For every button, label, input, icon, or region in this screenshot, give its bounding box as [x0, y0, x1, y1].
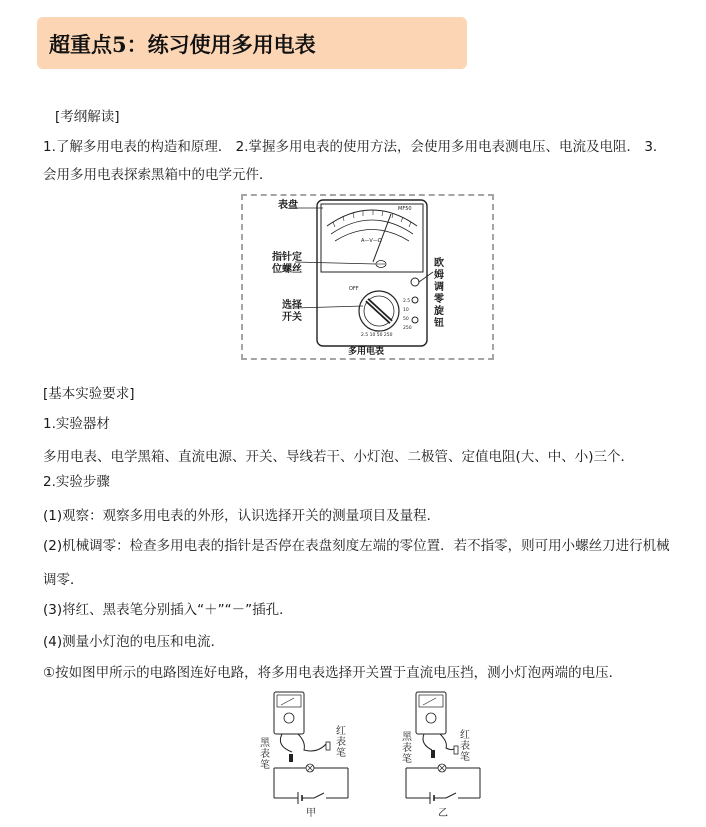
red-probe-label-3: 笔	[460, 752, 470, 763]
label-ohm-3: 调	[434, 282, 444, 293]
page-title: 超重点5：练习使用多用电表	[49, 32, 316, 57]
label-dial: 表盘	[278, 200, 298, 211]
scale-mid-text: A—V—Ω	[361, 238, 382, 244]
item2-title: 2.实验步骤	[43, 474, 110, 490]
label-screw-2: 位螺丝	[272, 264, 302, 275]
svg-text:50: 50	[403, 317, 409, 322]
red-probe-label-1: 红	[336, 726, 346, 737]
black-probe-label-2: 表	[260, 749, 270, 760]
figure-caption: 多用电表	[348, 347, 385, 357]
red-probe-label-2: 表	[336, 737, 346, 748]
circuit-yi	[388, 690, 498, 826]
model-text: MF50	[398, 206, 412, 212]
circuit-caption-jia: 甲	[306, 808, 316, 819]
label-ohm-1: 欧	[434, 258, 444, 269]
black-probe-label-2: 表	[402, 743, 412, 754]
off-text: OFF	[349, 286, 359, 292]
red-probe-label-2: 表	[460, 741, 470, 752]
label-ohm-5: 旋	[434, 306, 444, 317]
black-probe-label-3: 笔	[402, 754, 412, 765]
svg-text:2.5: 2.5	[403, 299, 411, 304]
step-2-line-2: 调零．	[43, 572, 84, 588]
circuit-jia	[256, 690, 366, 826]
svg-text:250: 250	[403, 326, 412, 331]
section-heading-requirements: [基本实验要求]	[43, 386, 135, 402]
label-ohm-4: 零	[434, 294, 444, 305]
label-switch-1: 选择	[282, 300, 302, 311]
item1-title: 1.实验器材	[43, 416, 110, 432]
step-2-line-1: (2)机械调零：检查多用电表的指针是否停在表盘刻度左端的零位置．若不指零，则可用小螺丝刀进行机械	[43, 538, 670, 554]
item1-text: 多用电表、电学黑箱、直流电源、开关、导线若干、小灯泡、二极管、定值电阻(大、中、小)三个．	[43, 449, 635, 465]
section-heading-outline: [考纲解读]	[55, 109, 120, 125]
label-ohm-2: 姆	[434, 270, 444, 281]
black-probe-label-1: 黑	[402, 732, 412, 743]
step-3: (3)将红、黑表笔分别插入“＋”“－”插孔．	[43, 602, 293, 618]
svg-text:10: 10	[403, 308, 409, 313]
outline-line-1: 1.了解多用电表的构造和原理． 2.掌握多用电表的使用方法，会使用多用电表测电压、电流及电阻． 3.	[43, 139, 658, 155]
step-4: (4)测量小灯泡的电压和电流．	[43, 634, 225, 650]
label-switch-2: 开关	[282, 312, 302, 323]
title-banner	[37, 17, 467, 69]
multimeter-figure	[241, 194, 494, 360]
multimeter-drawing	[243, 196, 492, 358]
red-probe-label-1: 红	[460, 730, 470, 741]
red-probe-label-3: 笔	[336, 748, 346, 759]
step-4-sub: ①按如图甲所示的电路图连好电路，将多用电表选择开关置于直流电压挡，测小灯泡两端的电压．	[43, 665, 623, 681]
label-ohm-6: 钮	[434, 318, 444, 329]
step-1: (1)观察：观察多用电表的外形，认识选择开关的测量项目及量程．	[43, 508, 441, 524]
outline-line-2: 会用多用电表探索黑箱中的电学元件．	[43, 167, 273, 183]
label-screw-1: 指针定	[272, 252, 302, 263]
svg-text:2.5 10 50 250: 2.5 10 50 250	[361, 333, 393, 338]
circuit-caption-yi: 乙	[438, 808, 448, 819]
black-probe-label-3: 笔	[260, 760, 270, 771]
black-probe-label-1: 黑	[260, 738, 270, 749]
